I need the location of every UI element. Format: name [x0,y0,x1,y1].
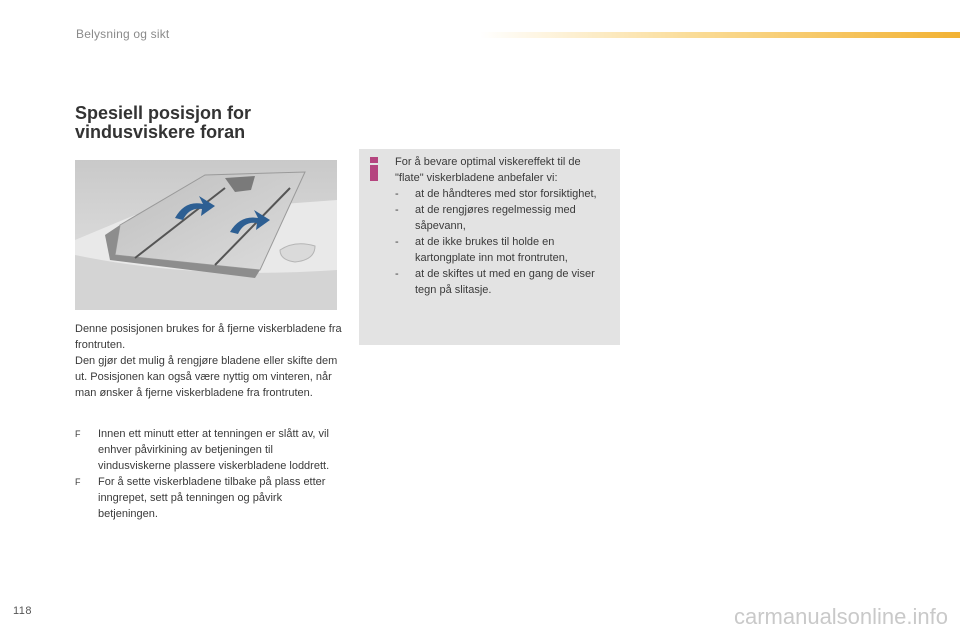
list-item [395,234,609,266]
page-heading [75,104,375,142]
info-icon [369,157,379,181]
heading-line-1: Spesiell posisjon for [75,103,252,123]
list-item-text: at de skiftes ut med en gang de viser tegn på slitasje. [415,268,595,296]
list-item [75,474,345,522]
info-box [359,149,620,345]
bullet-marker: F [75,477,81,487]
list-item [395,186,609,202]
paragraph: Denne posisjonen brukes for å fjerne viskerbladene fra frontruten. [75,323,342,351]
list-item [75,426,345,474]
list-item-text: at de håndteres med stor forsiktighet, [415,188,597,200]
list-item [395,266,609,298]
list-item-text: Innen ett minutt etter at tenningen er slått av, vil enhver påvirkining av betjeningen til vindusviskerne plassere viskerbladene loddrett. [98,428,330,472]
section-title: Belysning og sikt [76,27,170,41]
page-number: 118 [13,605,33,617]
bullet-marker: F [75,429,81,439]
dash-marker: - [395,204,399,216]
list-item-text: at de ikke brukes til holde en kartongplate inn mot frontruten, [415,236,568,264]
info-intro: For å bevare optimal viskereffekt til de "flate" viskerbladene anbefaler vi: [395,156,581,184]
dash-marker: - [395,268,399,280]
paragraph: Den gjør det mulig å rengjøre bladene eller skifte dem ut. Posisjonen kan også være nyttig om vinteren, når man ønsker å fjerne viskerbladene fra frontruten. [75,355,338,399]
description-text [75,321,345,401]
info-content [395,154,609,298]
heading-line-2: vindusviskere foran [75,122,246,142]
car-windscreen-image [75,160,337,310]
instruction-list [75,426,345,522]
list-item [395,202,609,234]
watermark: carmanualsonline.info [733,604,948,629]
list-item-text: For å sette viskerbladene tilbake på plass etter inngrepet, sett på tenningen og påvirk betjeningen. [98,476,326,520]
windscreen-wiper-illustration [75,160,337,310]
dash-marker: - [395,188,399,200]
header-accent-bar [480,32,960,38]
dash-marker: - [395,236,399,248]
list-item-text: at de rengjøres regelmessig med såpevann, [415,204,576,232]
